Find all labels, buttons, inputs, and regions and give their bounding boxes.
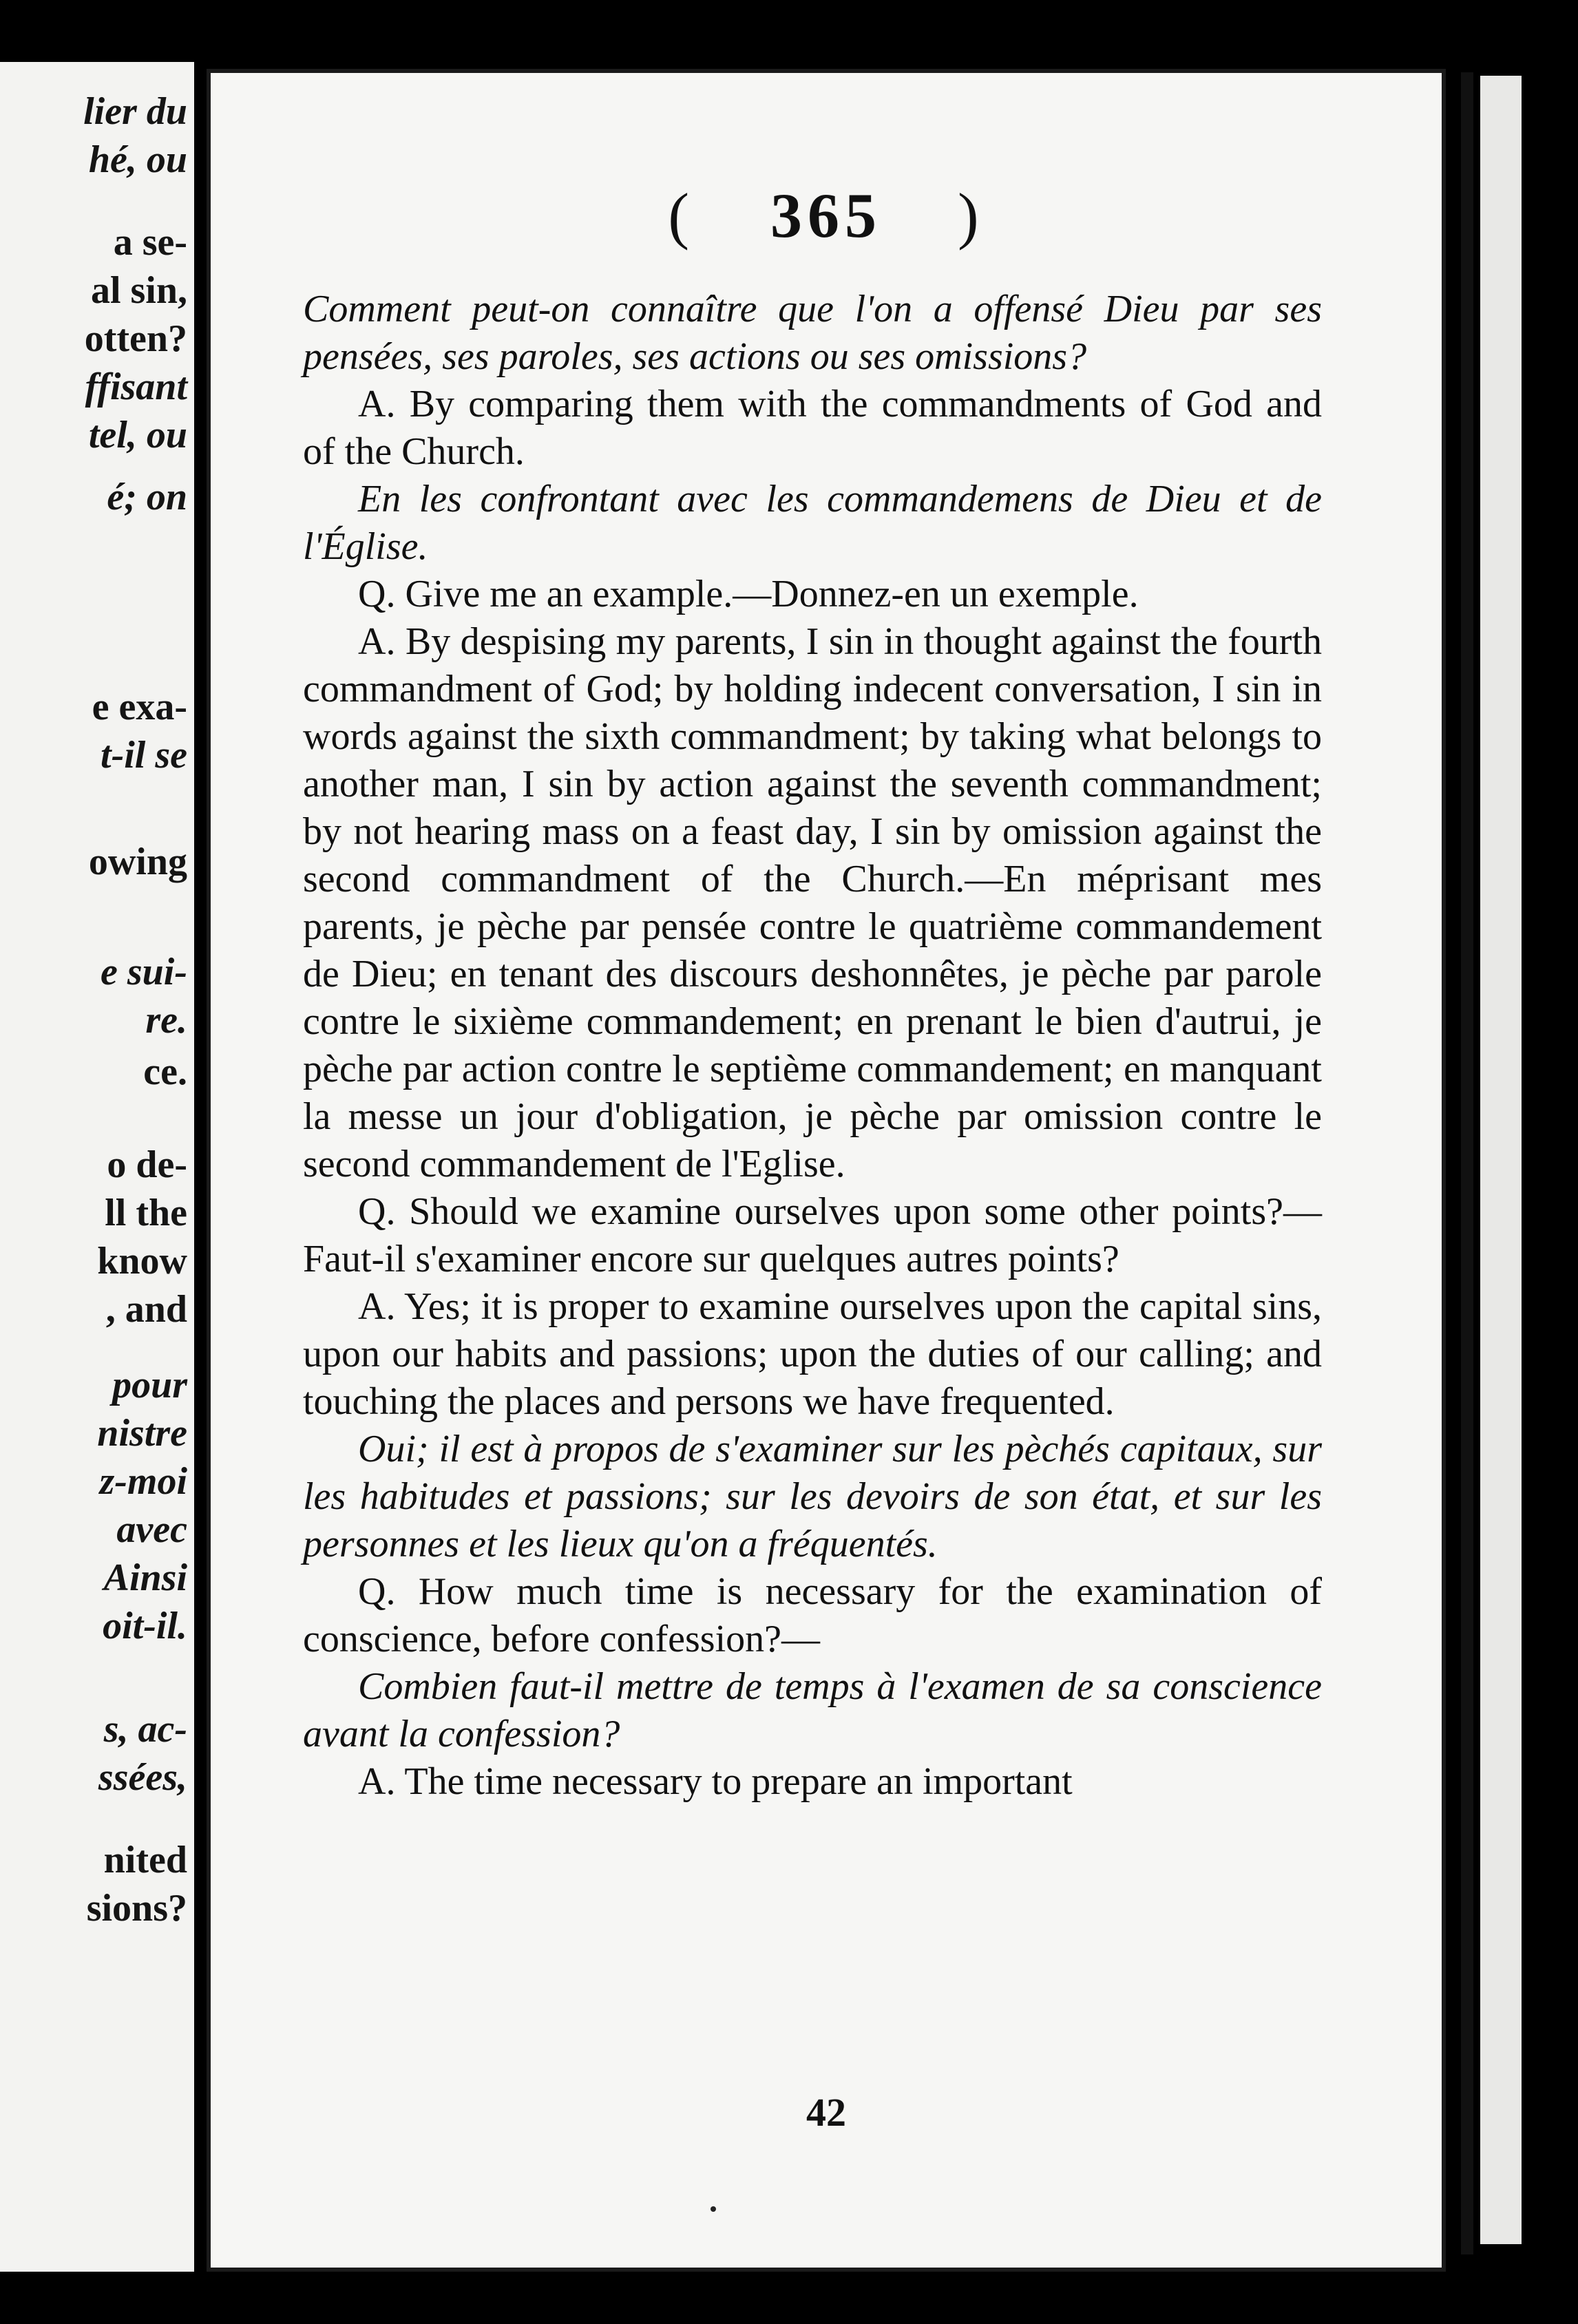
left-page-line: pour	[112, 1364, 187, 1406]
left-page-line: oit-il.	[103, 1605, 187, 1647]
page-edge	[1480, 76, 1522, 2244]
left-page-line: s, ac-	[103, 1708, 187, 1751]
page-header	[207, 179, 1446, 252]
body-paragraph: A. Yes; it is proper to examine ourselves upon the capital sins, upon our habits and passions; upon the duties of our calling; and touching the places and persons we have frequented.	[303, 1285, 1322, 1423]
body-paragraph: A. By comparing them with the commandments of God and of the Church.	[303, 383, 1322, 473]
left-page-line: ll the	[105, 1192, 187, 1234]
book-page	[207, 69, 1446, 2272]
body-paragraph: Q. Should we examine ourselves upon some other points?—Faut-il s'examiner encore sur quelques autres points?	[303, 1190, 1322, 1280]
left-page-line: al sin,	[90, 269, 187, 312]
left-page-line: e exa-	[92, 686, 187, 728]
left-page-line: t-il se	[101, 734, 187, 777]
left-page-line: re.	[145, 999, 187, 1042]
left-page-line: know	[97, 1240, 187, 1282]
body-paragraph: En les confrontant avec les commandemens de Dieu et de l'Église.	[303, 478, 1322, 568]
left-page-line: a se-	[113, 221, 187, 264]
left-page-line: z-moi	[99, 1460, 187, 1503]
left-page-line: otten?	[84, 317, 187, 360]
signature-mark: 42	[806, 2090, 846, 2135]
page-gutter-shadow	[1461, 72, 1473, 2254]
left-page-line: nistre	[97, 1412, 187, 1455]
body-paragraph: Q. Give me an example.—Donnez-en un exemple.	[358, 573, 1139, 615]
left-page-line: o de-	[107, 1143, 187, 1186]
left-page-line: nited	[103, 1839, 187, 1881]
left-page-line: hé, ou	[88, 138, 187, 181]
ink-dot	[711, 2206, 716, 2212]
left-page-line: e sui-	[101, 951, 187, 993]
body-paragraph: Q. How much time is necessary for the examination of conscience, before confession?—	[303, 1570, 1322, 1660]
left-page-line: , and	[105, 1288, 187, 1331]
left-page-line: owing	[88, 841, 187, 883]
left-page-fragment	[0, 62, 194, 2272]
header-close-paren: )	[958, 180, 985, 251]
left-page-line: ssées,	[98, 1756, 187, 1799]
body-paragraph: Combien faut-il mettre de temps à l'examen de sa conscience avant la confession?	[303, 1665, 1322, 1755]
left-page-line: tel, ou	[88, 414, 187, 456]
body-paragraph: A. By despising my parents, I sin in thought against the fourth commandment of God; by holding indecent conversation, I sin in words against the sixth commandment; by taking what belongs to another man, I sin by action against the seventh commandment; by not hearing mass on a feast day, I sin by omission against the second commandment of the Church.—En méprisant mes parents, je pèche par pensée contre le quatrième commandement de Dieu; en tenant des discours deshonnêtes, je pèche par parole contre le sixième commandement; en prenant le bien d'autrui, je pèche par action contre le septième commandement; en manquant la messe un jour d'obligation, je pèche par omission contre le second commandement de l'Eglise.	[303, 620, 1322, 1185]
left-page-line: avec	[116, 1508, 187, 1551]
header-open-paren: (	[668, 180, 695, 251]
left-page-line: lier du	[83, 90, 187, 133]
left-page-line: é; on	[107, 476, 187, 518]
body-paragraph: Comment peut-on connaître que l'on a offensé Dieu par ses pensées, ses paroles, ses actions ou ses omissions?	[303, 288, 1322, 378]
left-page-line: sions?	[86, 1887, 187, 1930]
page-number: 365	[770, 180, 882, 251]
body-paragraph: A. The time necessary to prepare an important	[358, 1760, 1073, 1803]
body-paragraph: Oui; il est à propos de s'examiner sur les pèchés capitaux, sur les habitudes et passions; sur les devoirs de son état, et sur les personnes et les lieux qu'on a fréquentés.	[303, 1428, 1322, 1565]
left-page-line: Ainsi	[103, 1556, 187, 1599]
left-page-line: ffisant	[85, 366, 187, 408]
page-body	[303, 286, 1322, 1806]
left-page-line: ce.	[143, 1050, 187, 1093]
